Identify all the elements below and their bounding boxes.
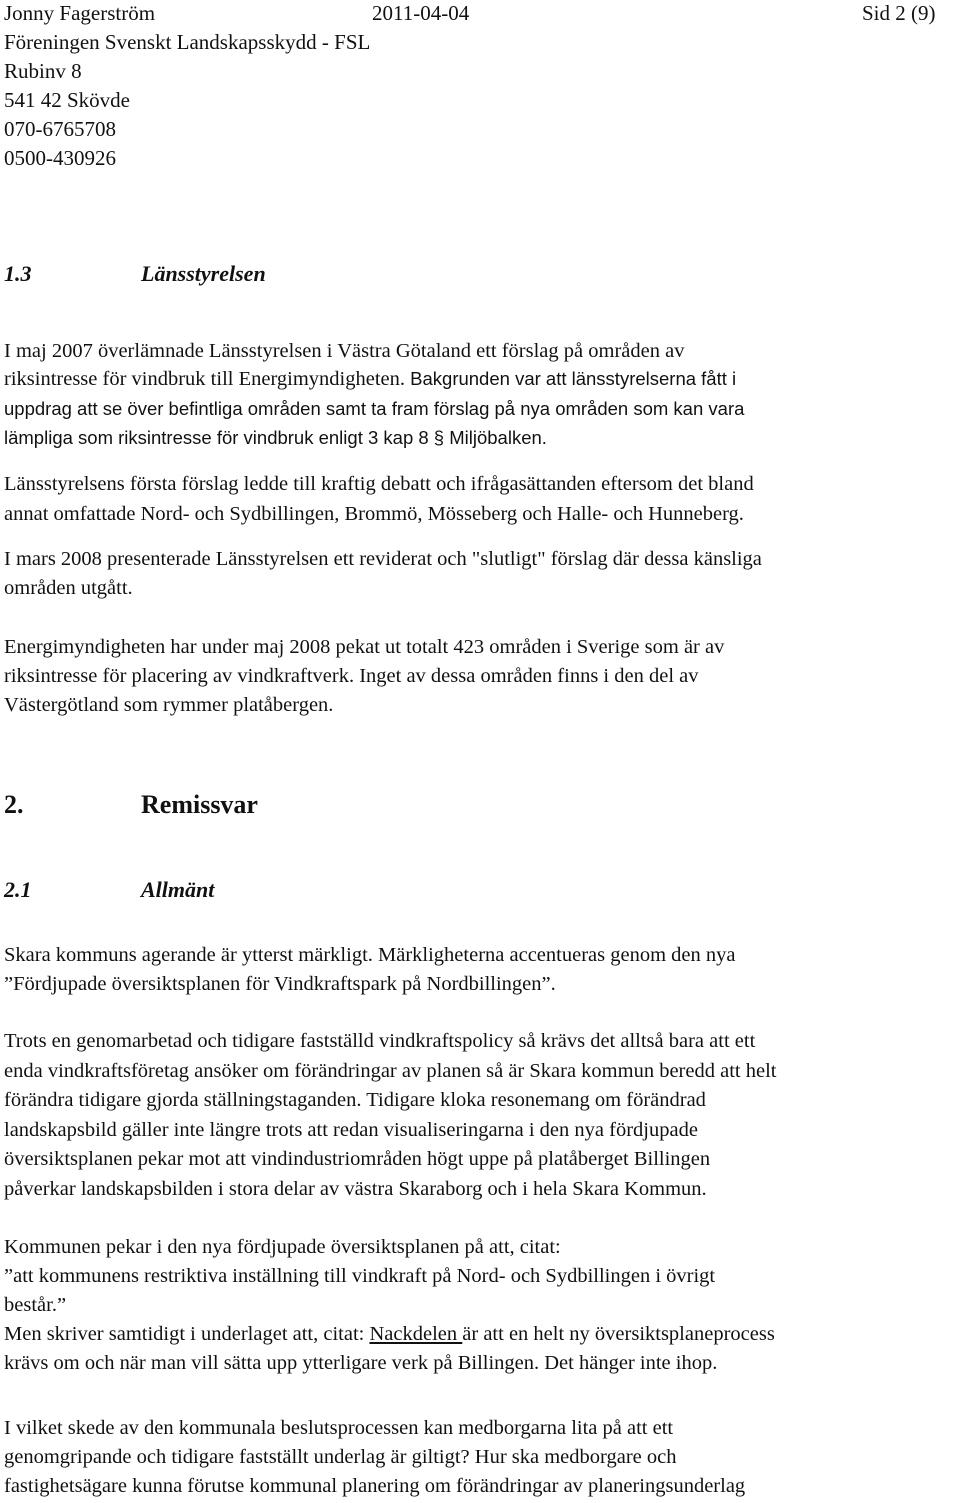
paragraph-line: Men skriver samtidigt i underlaget att, citat: Nackdelen är att en helt ny översiktsplaneprocess <box>4 1323 775 1345</box>
section-1-3-number: 1.3 <box>4 261 32 286</box>
header-street: Rubinv 8 <box>4 59 82 83</box>
header-organization: Föreningen Svenskt Landskapsskydd - FSL <box>4 30 371 54</box>
header-author: Jonny Fagerström <box>4 1 156 25</box>
paragraph-line: Kommunen pekar i den nya fördjupade översiktsplanen på att, citat: <box>4 1236 561 1258</box>
header-phone-1: 070-6765708 <box>4 117 116 141</box>
paragraph-line: Västergötland som rymmer platåbergen. <box>4 694 334 716</box>
paragraph-line: krävs om och när man vill sätta upp ytterligare verk på Billingen. Det hänger inte ihop. <box>4 1352 718 1374</box>
section-2-1-title: Allmänt <box>141 877 215 902</box>
header-phone-2: 0500-430926 <box>4 146 116 170</box>
paragraph-line: Länsstyrelsens första förslag ledde till kraftig debatt och ifrågasättanden eftersom det bland <box>4 473 754 495</box>
paragraph-line: riksintresse för placering av vindkraftverk. Inget av dessa områden finns i den del av <box>4 665 699 687</box>
paragraph-line: Trots en genomarbetad och tidigare fastställd vindkraftspolicy så krävs det alltså bara att ett <box>4 1030 756 1052</box>
paragraph-line: fastighetsägare kunna förutse kommunal planering om förändringar av planeringsunderlag <box>4 1475 746 1497</box>
paragraph-line: I maj 2007 överlämnade Länsstyrelsen i Västra Götaland ett förslag på områden av <box>4 340 685 362</box>
header-postal-address: 541 42 Skövde <box>4 88 130 112</box>
section-2-1-number: 2.1 <box>4 877 32 902</box>
quote-line: består.” <box>4 1294 67 1316</box>
paragraph-line: riksintresse för vindbruk till Energimyndigheten. Bakgrunden var att länsstyrelserna fått i <box>4 368 737 390</box>
paragraph-line: uppdrag att se över befintliga områden samt ta fram förslag på nya områden som kan vara <box>4 398 745 419</box>
paragraph-line: landskapsbild gäller inte längre trots att redan visualiseringarna i den nya fördjupade <box>4 1119 698 1141</box>
quote-line: ”att kommunens restriktiva inställning till vindkraft på Nord- och Sydbillingen i övrigt <box>4 1265 716 1287</box>
paragraph-line: ”Fördjupade översiktsplanen för Vindkraftspark på Nordbillingen”. <box>4 973 556 995</box>
paragraph-line: områden utgått. <box>4 577 133 599</box>
paragraph-line: genomgripande och tidigare fastställt underlag är giltigt? Hur ska medborgare och <box>4 1446 677 1468</box>
header-page-number: Sid 2 (9) <box>862 1 936 25</box>
header-date: 2011-04-04 <box>372 1 470 25</box>
paragraph-line: påverkar landskapsbilden i stora delar av västra Skaraborg och i hela Skara Kommun. <box>4 1178 707 1200</box>
section-2-number: 2. <box>4 790 24 819</box>
paragraph-line: annat omfattade Nord- och Sydbillingen, Brommö, Mösseberg och Halle- och Hunneberg. <box>4 503 744 525</box>
section-1-3-title: Länsstyrelsen <box>141 261 266 286</box>
paragraph-line: översiktsplanen pekar mot att vindindustriområden högt uppe på platåberget Billingen <box>4 1148 711 1170</box>
section-2-title: Remissvar <box>141 790 258 819</box>
paragraph-line: Energimyndigheten har under maj 2008 pekat ut totalt 423 områden i Sverige som är av <box>4 636 725 658</box>
paragraph-line: enda vindkraftsföretag ansöker om förändringar av planen så är Skara kommun beredd att helt <box>4 1060 777 1082</box>
underlined-word: Nackdelen <box>369 1323 463 1345</box>
paragraph-line: I mars 2008 presenterade Länsstyrelsen ett reviderat och "slutligt" förslag där dessa känsliga <box>4 548 762 570</box>
paragraph-line: Skara kommuns agerande är ytterst märkligt. Märkligheterna accentueras genom den nya <box>4 944 736 966</box>
paragraph-line: lämpliga som riksintresse för vindbruk enligt 3 kap 8 § Miljöbalken. <box>4 427 547 448</box>
paragraph-line: förändra tidigare gjorda ställningstaganden. Tidigare kloka resonemang om förändrad <box>4 1089 706 1111</box>
paragraph-line: I vilket skede av den kommunala beslutsprocessen kan medborgarna lita på att ett <box>4 1417 674 1439</box>
